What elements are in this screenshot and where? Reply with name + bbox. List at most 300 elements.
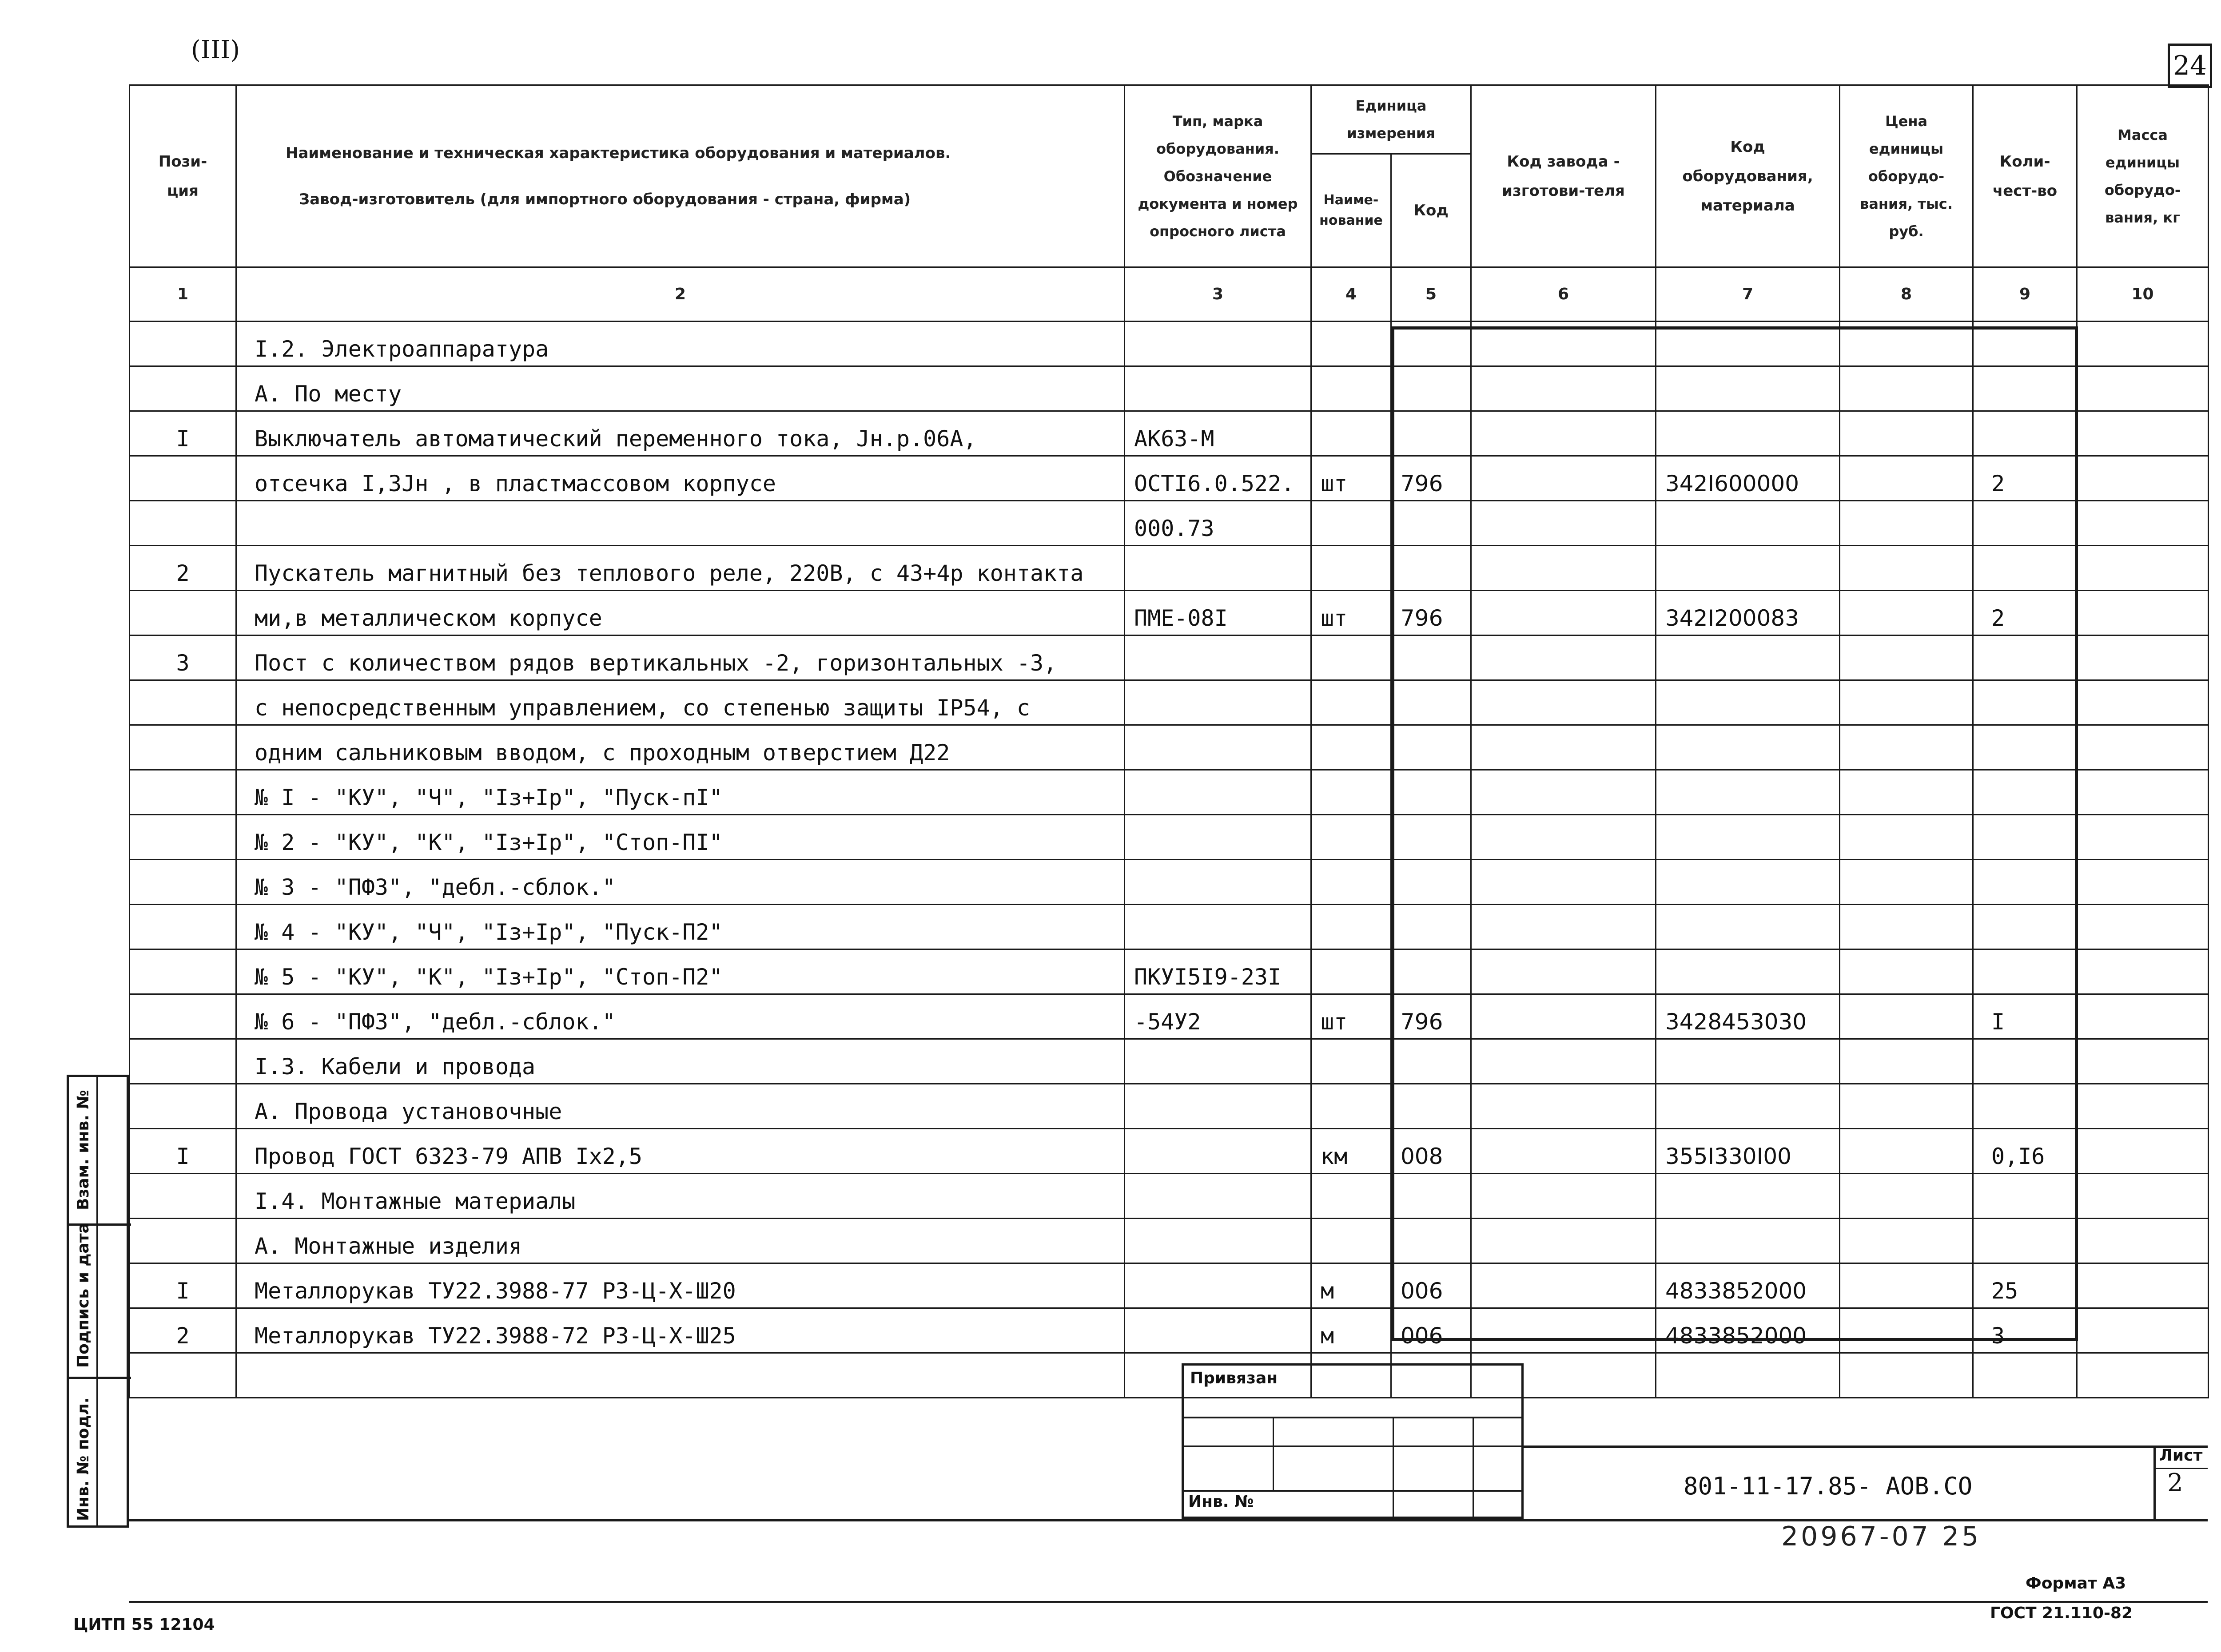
header-type: Тип, марка оборудования. Обозначение документа и номер опросного листа [1125,85,1311,267]
cell-position [130,994,236,1039]
cell-unit-name: м [1311,1308,1391,1353]
table-row [130,1129,2209,1174]
cell-mass [2077,635,2209,680]
cell-equipment-code [1656,1084,1840,1129]
cell-mass [2077,546,2209,591]
cell-name: одним сальниковым вводом, с проходным отверстием Д22 [236,725,1125,770]
cell-price [1840,1084,1973,1129]
column-number: 8 [1840,267,1973,322]
document-code: 801-11-17.85- АОВ.СО [1684,1472,1973,1500]
cell-plant-code [1471,1219,1656,1263]
table-row [130,949,2209,994]
table-row [130,725,2209,770]
cell-position [130,725,236,770]
cell-type: 000.73 [1125,501,1311,546]
column-number: 3 [1125,267,1311,322]
inv-no-label: Инв. № [1188,1493,1254,1511]
table-row [130,1084,2209,1129]
header-unit-code: Код [1391,154,1471,267]
cell-quantity: 25 [1973,1263,2077,1308]
cell-type [1125,546,1311,591]
cell-quantity [1973,1084,2077,1129]
cell-plant-code [1471,456,1656,501]
cell-unit-name [1311,725,1391,770]
cell-price [1840,591,1973,635]
cell-unit-code [1391,635,1471,680]
cell-unit-code [1391,680,1471,725]
table-row [130,905,2209,949]
cell-name: № 2 - "КУ", "К", "Iз+Iр", "Стоп-ПI" [236,815,1125,860]
privyazan-label: Привязан [1190,1369,1278,1387]
cell-mass [2077,1129,2209,1174]
cell-price [1840,1039,1973,1084]
cell-type [1125,860,1311,905]
cell-equipment-code [1656,770,1840,815]
cell-mass [2077,366,2209,411]
header-plant-code: Код завода - изготови-теля [1471,85,1656,267]
roman-numeral: (III) [191,36,240,64]
cell-unit-code: 796 [1391,591,1471,635]
cell-position [130,680,236,725]
cell-unit-code: 006 [1391,1263,1471,1308]
cell-price [1840,411,1973,456]
cell-name: I.4. Монтажные материалы [236,1174,1125,1219]
cell-plant-code [1471,635,1656,680]
cell-name: отсечка I,3Jн , в пластмассовом корпусе [236,456,1125,501]
cell-type [1125,1129,1311,1174]
cell-position [130,322,236,366]
column-number: 9 [1973,267,2077,322]
cell-equipment-code: 342I200083 [1656,591,1840,635]
header-position: Пози- ция [130,85,236,267]
cell-mass [2077,1084,2209,1129]
privyazan-stamp [1182,1363,1524,1519]
cell-name: Металлорукав ТУ22.3988-72 Р3-Ц-Х-Ш25 [236,1308,1125,1353]
cell-plant-code [1471,322,1656,366]
cell-position [130,905,236,949]
cell-quantity [1973,1353,2077,1398]
cell-unit-name: км [1311,1129,1391,1174]
cell-quantity [1973,1174,2077,1219]
header-unit-name: Наиме-нование [1311,154,1391,267]
cell-unit-code: 008 [1391,1129,1471,1174]
cell-unit-code [1391,1219,1471,1263]
cell-plant-code [1471,501,1656,546]
cell-quantity: 0,I6 [1973,1129,2077,1174]
cell-equipment-code [1656,1219,1840,1263]
cell-position: 2 [130,1308,236,1353]
cell-mass [2077,725,2209,770]
cell-mass [2077,905,2209,949]
column-number: 7 [1656,267,1840,322]
cell-position [130,501,236,546]
table-row [130,411,2209,456]
cell-type [1125,725,1311,770]
cell-mass [2077,411,2209,456]
table-row [130,456,2209,501]
cell-name: ми,в металлическом корпусе [236,591,1125,635]
cell-equipment-code [1656,905,1840,949]
cell-equipment-code [1656,546,1840,591]
cell-type: -54У2 [1125,994,1311,1039]
cell-plant-code [1471,860,1656,905]
cell-type [1125,366,1311,411]
cell-mass [2077,1263,2209,1308]
cell-unit-name [1311,1039,1391,1084]
cell-quantity: I [1973,994,2077,1039]
cell-price [1840,635,1973,680]
cell-quantity [1973,815,2077,860]
cell-price [1840,456,1973,501]
cell-mass [2077,1353,2209,1398]
cell-unit-name [1311,1174,1391,1219]
cell-unit-name [1311,635,1391,680]
side-stamp-vzam-cell [69,1077,98,1223]
cell-plant-code [1471,546,1656,591]
cell-unit-name [1311,366,1391,411]
cell-name [236,1353,1125,1398]
cell-quantity [1973,770,2077,815]
cell-equipment-code: 4833852000 [1656,1263,1840,1308]
cell-name: А. Провода установочные [236,1084,1125,1129]
cell-quantity: 3 [1973,1308,2077,1353]
cell-unit-code: 796 [1391,456,1471,501]
cell-unit-code [1391,815,1471,860]
cell-mass [2077,1039,2209,1084]
cell-name: Пускатель магнитный без теплового реле, 220В, с 43+4р контакта [236,546,1125,591]
cell-quantity [1973,322,2077,366]
page-number: 24 [2168,44,2212,88]
cell-unit-code [1391,411,1471,456]
cell-unit-code [1391,770,1471,815]
cell-quantity [1973,949,2077,994]
cell-mass [2077,456,2209,501]
cell-unit-code [1391,546,1471,591]
cell-name: № 5 - "КУ", "К", "Iз+Iр", "Стоп-П2" [236,949,1125,994]
specification-table [129,84,2209,1398]
cell-position: I [130,411,236,456]
cell-price [1840,1308,1973,1353]
cell-position: 3 [130,635,236,680]
cell-position [130,1353,236,1398]
cell-plant-code [1471,905,1656,949]
cell-quantity [1973,1219,2077,1263]
cell-position [130,770,236,815]
cell-price [1840,905,1973,949]
cell-mass [2077,994,2209,1039]
cell-quantity [1973,635,2077,680]
cell-unit-name [1311,860,1391,905]
cell-equipment-code [1656,725,1840,770]
table-row [130,591,2209,635]
cell-type: ПМЕ-08I [1125,591,1311,635]
cell-price [1840,366,1973,411]
cell-price [1840,1353,1973,1398]
cell-name: Провод ГОСТ 6323-79 АПВ Iх2,5 [236,1129,1125,1174]
cell-mass [2077,680,2209,725]
doc-line [1524,1446,2208,1448]
format-label: Формат А3 [2026,1574,2126,1592]
table-row [130,635,2209,680]
cell-position [130,591,236,635]
cell-quantity: 2 [1973,456,2077,501]
column-number: 2 [236,267,1125,322]
table-row [130,1219,2209,1263]
cell-equipment-code [1656,949,1840,994]
table-row [130,546,2209,591]
header-price: Цена единицы оборудо-вания, тыс. руб. [1840,85,1973,267]
cell-equipment-code [1656,366,1840,411]
table-row [130,815,2209,860]
cell-plant-code [1471,1174,1656,1219]
cell-mass [2077,949,2209,994]
side-stamp-podpis-cell [69,1223,98,1377]
cell-unit-name [1311,322,1391,366]
cell-type [1125,1219,1311,1263]
cell-quantity [1973,680,2077,725]
cell-equipment-code [1656,411,1840,456]
cell-unit-name [1311,501,1391,546]
cell-type [1125,635,1311,680]
cell-name: I.3. Кабели и провода [236,1039,1125,1084]
header-name: Наименование и техническая характеристика оборудования и материалов. Завод-изготовитель (для импортного оборудования - страна, фирма) [236,85,1125,267]
cell-unit-name [1311,905,1391,949]
column-number: 10 [2077,267,2209,322]
side-stamp [67,1075,129,1528]
cell-plant-code [1471,1263,1656,1308]
cell-name [236,501,1125,546]
cell-position [130,815,236,860]
table-row [130,501,2209,546]
cell-type [1125,770,1311,815]
cell-price [1840,322,1973,366]
cell-type [1125,905,1311,949]
cell-type [1125,322,1311,366]
header-quantity: Коли-чест-во [1973,85,2077,267]
cell-name: А. По месту [236,366,1125,411]
cell-price [1840,680,1973,725]
cell-plant-code [1471,1129,1656,1174]
sheet-label: Лист [2159,1446,2203,1465]
header-equipment-code: Код оборудования, материала [1656,85,1840,267]
cell-type: ПКУI5I9-23I [1125,949,1311,994]
table-row [130,322,2209,366]
cell-quantity [1973,860,2077,905]
cell-type [1125,815,1311,860]
table-row [130,366,2209,411]
cell-type: АК63-М [1125,411,1311,456]
cell-unit-code [1391,949,1471,994]
cell-position [130,1174,236,1219]
cell-type: ОСТI6.0.522. [1125,456,1311,501]
table-row [130,860,2209,905]
cell-plant-code [1471,1308,1656,1353]
cell-type [1125,1174,1311,1219]
cell-position [130,1084,236,1129]
gost-label: ГОСТ 21.110-82 [1990,1604,2133,1622]
table-row [130,680,2209,725]
cell-mass [2077,591,2209,635]
cell-price [1840,1174,1973,1219]
cell-quantity [1973,905,2077,949]
cell-equipment-code [1656,1174,1840,1219]
cell-equipment-code: 355I330I00 [1656,1129,1840,1174]
cell-equipment-code [1656,815,1840,860]
cell-position [130,949,236,994]
cell-equipment-code: 342I600000 [1656,456,1840,501]
cell-equipment-code [1656,860,1840,905]
cell-unit-code: 796 [1391,994,1471,1039]
cell-name: № I - "КУ", "Ч", "Iз+Iр", "Пуск-пI" [236,770,1125,815]
cell-unit-name [1311,546,1391,591]
cell-position [130,1219,236,1263]
cell-position: 2 [130,546,236,591]
table-row [130,1263,2209,1308]
header-mass: Масса единицы оборудо-вания, кг [2077,85,2209,267]
column-numbers-row [130,267,2209,322]
cell-position: I [130,1129,236,1174]
cell-unit-code: 006 [1391,1308,1471,1353]
cell-unit-code [1391,366,1471,411]
cell-unit-name: шт [1311,456,1391,501]
cell-plant-code [1471,770,1656,815]
cell-mass [2077,770,2209,815]
column-number: 4 [1311,267,1391,322]
cell-plant-code [1471,366,1656,411]
cell-unit-code [1391,1174,1471,1219]
cell-unit-code [1391,725,1471,770]
side-stamp-inv-label: Инв. № подл. [74,1397,92,1521]
cell-quantity: 2 [1973,591,2077,635]
cell-position [130,456,236,501]
cell-position [130,1039,236,1084]
cell-plant-code [1471,994,1656,1039]
cell-unit-code [1391,1084,1471,1129]
cell-price [1840,994,1973,1039]
citp-label: ЦИТП 55 12104 [73,1616,215,1634]
cell-unit-name [1311,815,1391,860]
sheet-cell [2153,1446,2208,1519]
cell-equipment-code [1656,680,1840,725]
cell-equipment-code [1656,501,1840,546]
cell-unit-name [1311,1084,1391,1129]
cell-position [130,366,236,411]
cell-name: с непосредственным управлением, со степенью защиты IP54, с [236,680,1125,725]
cell-name: Пост с количеством рядов вертикальных -2, горизонтальных -3, [236,635,1125,680]
cell-type [1125,680,1311,725]
cell-quantity [1973,501,2077,546]
cell-quantity [1973,1039,2077,1084]
cell-mass [2077,1219,2209,1263]
cell-plant-code [1471,815,1656,860]
cell-plant-code [1471,411,1656,456]
cell-plant-code [1471,680,1656,725]
cell-unit-name [1311,770,1391,815]
cell-type [1125,1263,1311,1308]
cell-name: А. Монтажные изделия [236,1219,1125,1263]
handwritten-number: 20967-07 25 [1781,1521,1982,1552]
cell-unit-code [1391,501,1471,546]
table-row [130,770,2209,815]
cell-name: Выключатель автоматический переменного тока, Jн.р.06А, [236,411,1125,456]
cell-mass [2077,322,2209,366]
cell-equipment-code [1656,322,1840,366]
cell-mass [2077,860,2209,905]
cell-unit-code [1391,1039,1471,1084]
cell-name: № 6 - "ПФЗ", "дебл.-сблок." [236,994,1125,1039]
header-unit: Единица измерения [1311,85,1471,154]
cell-mass [2077,1308,2209,1353]
cell-price [1840,770,1973,815]
cell-name: I.2. Электроаппаратура [236,322,1125,366]
cell-price [1840,725,1973,770]
cell-unit-name [1311,949,1391,994]
column-number: 1 [130,267,236,322]
cell-unit-name [1311,680,1391,725]
cell-name: Металлорукав ТУ22.3988-77 Р3-Ц-Х-Ш20 [236,1263,1125,1308]
cell-price [1840,1263,1973,1308]
cell-price [1840,501,1973,546]
cell-unit-name: шт [1311,591,1391,635]
table-row [130,994,2209,1039]
cell-unit-name [1311,411,1391,456]
cell-plant-code [1471,725,1656,770]
side-stamp-podpis-label: Подпись и дата [74,1223,92,1368]
cell-price [1840,1129,1973,1174]
cell-mass [2077,501,2209,546]
table-row [130,1308,2209,1353]
cell-mass [2077,1174,2209,1219]
cell-type [1125,1308,1311,1353]
cell-plant-code [1471,591,1656,635]
cell-plant-code [1471,949,1656,994]
cell-type [1125,1084,1311,1129]
cell-quantity [1973,411,2077,456]
cell-unit-code [1391,905,1471,949]
cell-position [130,860,236,905]
column-number: 6 [1471,267,1656,322]
cell-unit-code [1391,860,1471,905]
cell-equipment-code [1656,1039,1840,1084]
cell-price [1840,860,1973,905]
side-stamp-inv-cell [69,1379,98,1528]
cell-equipment-code [1656,635,1840,680]
cell-quantity [1973,546,2077,591]
table-row [130,1039,2209,1084]
cell-mass [2077,815,2209,860]
side-stamp-vzam-label: Взам. инв. № [74,1090,92,1210]
cell-unit-code [1391,322,1471,366]
cell-price [1840,815,1973,860]
cell-price [1840,546,1973,591]
cell-unit-name: м [1311,1263,1391,1308]
cell-position: I [130,1263,236,1308]
table-row [130,1174,2209,1219]
cell-plant-code [1471,1084,1656,1129]
cell-quantity [1973,725,2077,770]
cell-price [1840,1219,1973,1263]
cell-equipment-code: 3428453030 [1656,994,1840,1039]
table-row [130,1353,2209,1398]
cell-equipment-code [1656,1353,1840,1398]
cell-plant-code [1471,1039,1656,1084]
cell-name: № 4 - "КУ", "Ч", "Iз+Iр", "Пуск-П2" [236,905,1125,949]
cell-name: № 3 - "ПФЗ", "дебл.-сблок." [236,860,1125,905]
sheet-value: 2 [2167,1469,2183,1497]
cell-unit-name [1311,1219,1391,1263]
cell-type [1125,1039,1311,1084]
cell-unit-name: шт [1311,994,1391,1039]
